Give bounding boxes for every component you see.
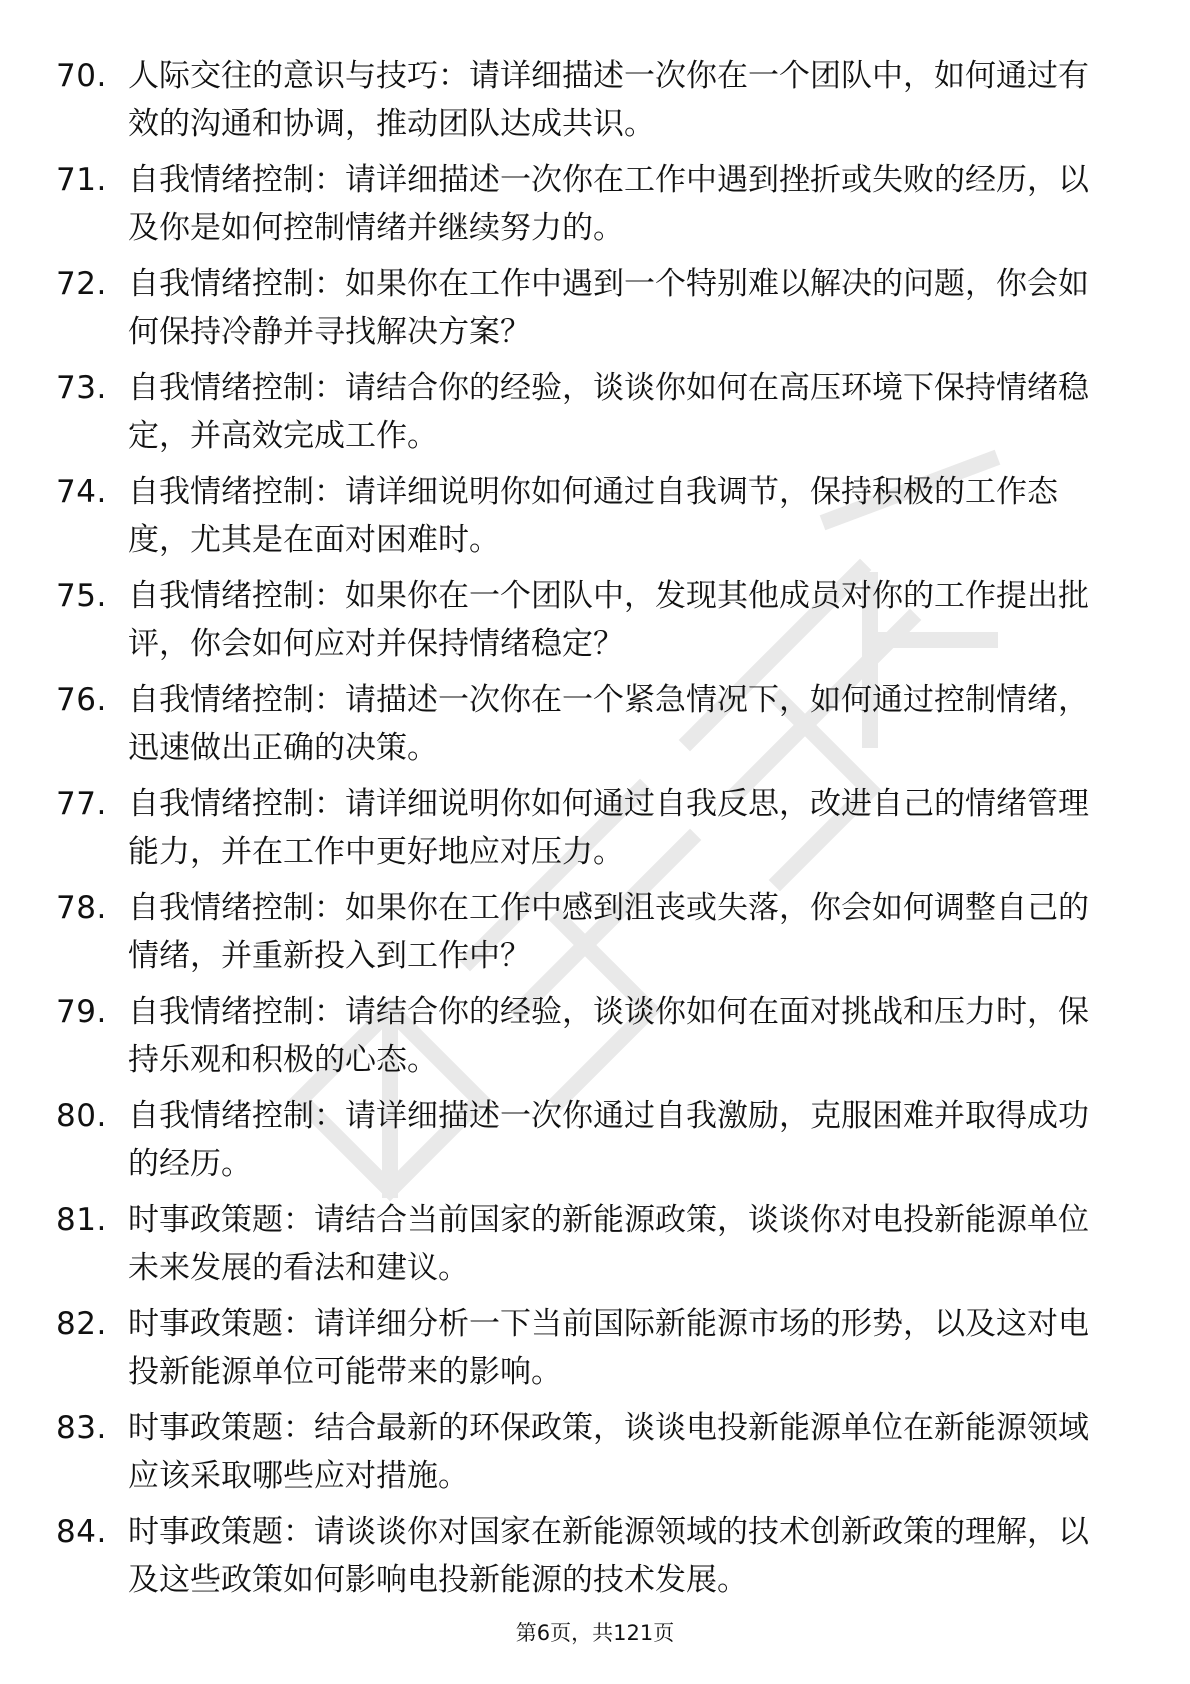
list-item: [56, 572, 1116, 676]
question-text: 时事政策题：请结合当前国家的新能源政策，谈谈你对电投新能源单位未来发展的看法和建议。: [128, 1202, 1089, 1286]
list-item: [56, 1196, 1116, 1300]
question-number: 80.: [56, 1098, 107, 1134]
question-number: 84.: [56, 1514, 107, 1550]
list-item: [56, 260, 1116, 364]
page-number-footer: 第6页，共121页: [515, 1621, 675, 1645]
question-text: 时事政策题：请详细分析一下当前国际新能源市场的形势，以及这对电投新能源单位可能带来的影响。: [128, 1306, 1089, 1390]
list-item: [56, 676, 1116, 780]
question-number: 71.: [56, 162, 107, 198]
list-item: [56, 1300, 1116, 1404]
question-text: 人际交往的意识与技巧：请详细描述一次你在一个团队中，如何通过有效的沟通和协调，推动团队达成共识。: [128, 58, 1089, 142]
list-item: [56, 364, 1116, 468]
question-text: 自我情绪控制：请结合你的经验，谈谈你如何在高压环境下保持情绪稳定，并高效完成工作。: [128, 370, 1089, 454]
question-text: 自我情绪控制：如果你在工作中遇到一个特别难以解决的问题，你会如何保持冷静并寻找解决方案？: [128, 266, 1089, 350]
question-text: 自我情绪控制：请详细描述一次你在工作中遇到挫折或失败的经历，以及你是如何控制情绪并继续努力的。: [128, 162, 1089, 246]
question-text: 自我情绪控制：请详细说明你如何通过自我反思，改进自己的情绪管理能力，并在工作中更好地应对压力。: [128, 786, 1089, 870]
question-number: 73.: [56, 370, 107, 406]
question-number: 83.: [56, 1410, 107, 1446]
list-item: [56, 156, 1116, 260]
question-text: 自我情绪控制：如果你在一个团队中，发现其他成员对你的工作提出批评，你会如何应对并保持情绪稳定？: [128, 578, 1089, 662]
list-item: [56, 884, 1116, 988]
question-number: 74.: [56, 474, 107, 510]
list-item: [56, 1404, 1116, 1508]
question-text: 自我情绪控制：请详细说明你如何通过自我调节，保持积极的工作态度，尤其是在面对困难时。: [128, 474, 1058, 558]
question-number: 76.: [56, 682, 107, 718]
list-item: [56, 780, 1116, 884]
question-number: 77.: [56, 786, 107, 822]
question-text: 自我情绪控制：如果你在工作中感到沮丧或失落，你会如何调整自己的情绪，并重新投入到工作中？: [128, 890, 1089, 974]
question-number: 72.: [56, 266, 107, 302]
question-number: 81.: [56, 1202, 107, 1238]
list-item: [56, 52, 1116, 156]
list-item: [56, 1092, 1116, 1196]
question-number: 82.: [56, 1306, 107, 1342]
list-item: [56, 468, 1116, 572]
question-text: 自我情绪控制：请详细描述一次你通过自我激励，克服困难并取得成功的经历。: [128, 1098, 1089, 1182]
question-text: 时事政策题：请谈谈你对国家在新能源领域的技术创新政策的理解，以及这些政策如何影响电投新能源的技术发展。: [128, 1514, 1089, 1598]
question-number: 75.: [56, 578, 107, 614]
question-text: 自我情绪控制：请结合你的经验，谈谈你如何在面对挑战和压力时，保持乐观和积极的心态。: [128, 994, 1089, 1078]
question-number: 70.: [56, 58, 107, 94]
question-number: 79.: [56, 994, 107, 1030]
list-item: [56, 988, 1116, 1092]
question-text: 自我情绪控制：请描述一次你在一个紧急情况下，如何通过控制情绪，迅速做出正确的决策。: [128, 682, 1089, 766]
question-number: 78.: [56, 890, 107, 926]
question-list: [56, 52, 1116, 1612]
list-item: [56, 1508, 1116, 1612]
question-text: 时事政策题：结合最新的环保政策，谈谈电投新能源单位在新能源领域应该采取哪些应对措施。: [128, 1410, 1089, 1494]
